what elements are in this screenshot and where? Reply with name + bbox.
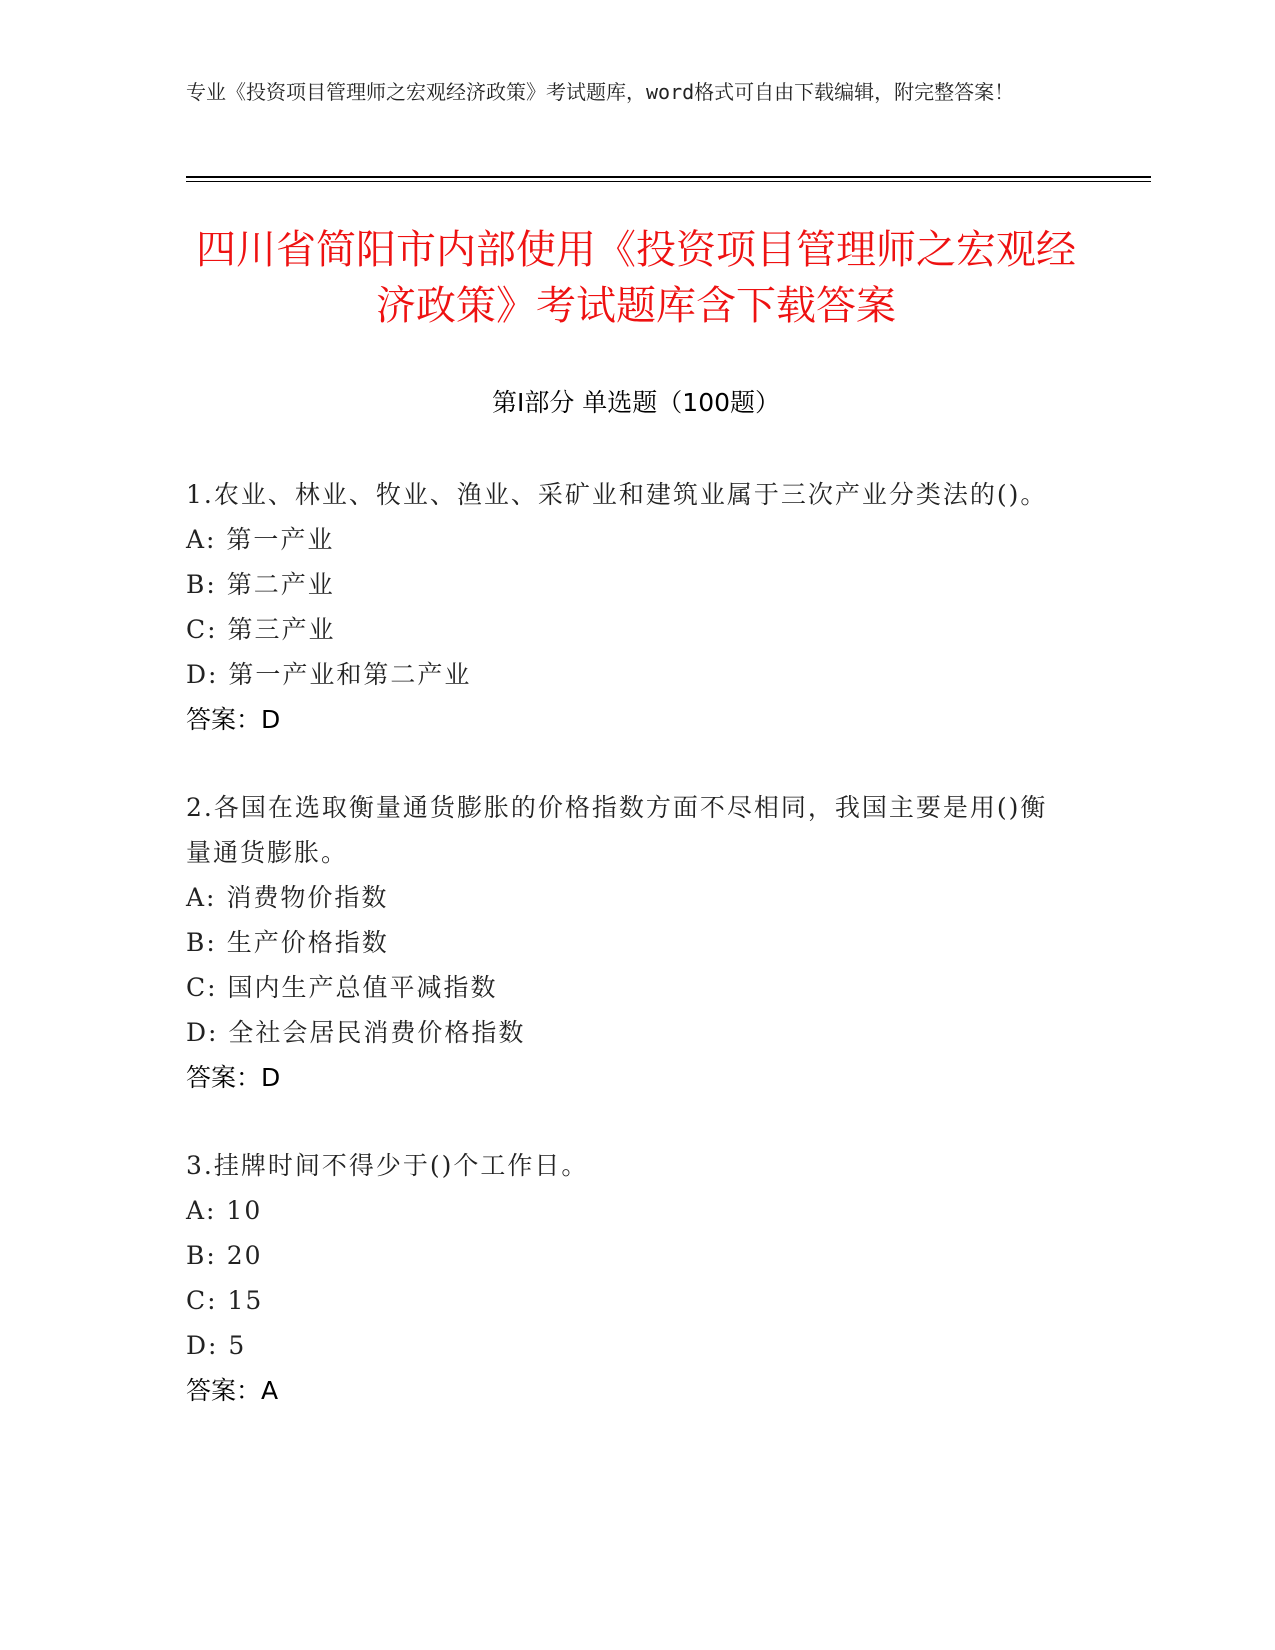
header-divider-thick [186,176,1151,178]
answer: 答案：D [186,705,281,734]
section-heading: 第Ⅰ部分 单选题（100题） [491,388,781,417]
question-list [186,472,1066,1456]
option-a: A: 10 [186,1196,263,1225]
option-d: D: 5 [186,1331,247,1360]
option-d: D: 第一产业和第二产业 [186,660,472,689]
option-c: C: 国内生产总值平减指数 [186,973,498,1002]
option-a: A: 消费物价指数 [186,883,389,912]
option-c: C: 第三产业 [186,615,336,644]
option-b: B: 生产价格指数 [186,928,389,957]
option-a: A: 第一产业 [186,525,335,554]
question-stem: 2.各国在选取衡量通货膨胀的价格指数方面不尽相同，我国主要是用()衡量通货膨胀。 [186,793,1048,867]
question-1 [186,472,1066,742]
question-stem: 3.挂牌时间不得少于()个工作日。 [186,1151,589,1180]
answer: 答案：D [186,1063,281,1092]
question-stem: 1.农业、林业、牧业、渔业、采矿业和建筑业属于三次产业分类法的()。 [186,480,1048,509]
option-d: D: 全社会居民消费价格指数 [186,1018,526,1047]
question-2 [186,785,1066,1100]
question-3 [186,1143,1066,1413]
option-c: C: 15 [186,1286,264,1315]
option-b: B: 20 [186,1241,263,1270]
header-note: 专业《投资项目管理师之宏观经济政策》考试题库，word格式可自由下载编辑，附完整答案！ [186,80,1015,104]
answer: 答案：A [186,1376,279,1405]
header-divider-thin [186,181,1151,182]
option-b: B: 第二产业 [186,570,335,599]
document-title: 四川省简阳市内部使用《投资项目管理师之宏观经济政策》考试题库含下载答案 [196,227,1076,329]
